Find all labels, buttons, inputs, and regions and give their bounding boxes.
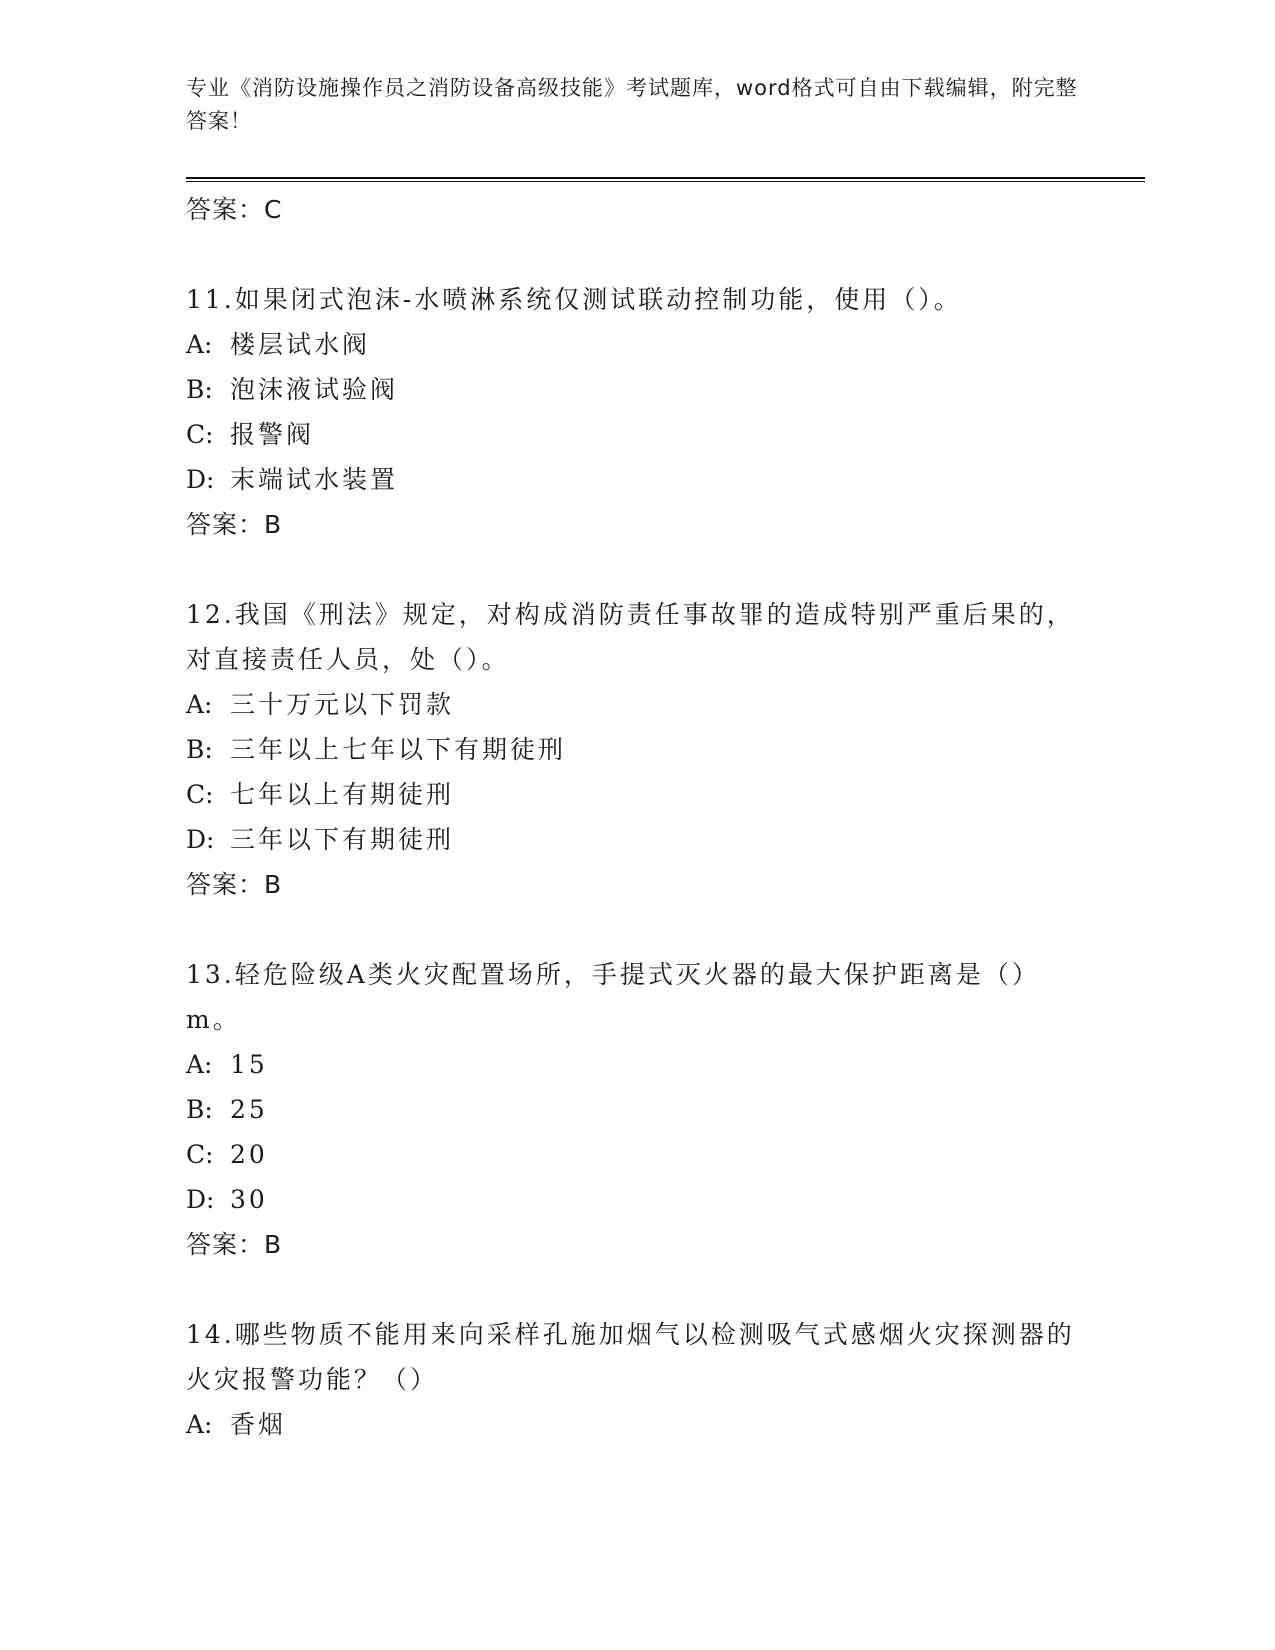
option-text: 香烟 (230, 1410, 287, 1439)
question-14 (186, 1312, 1086, 1447)
option-key: C: (186, 780, 214, 809)
option-a (186, 322, 1086, 367)
question-11 (186, 277, 1086, 592)
option-b (186, 367, 1086, 412)
option-d (186, 457, 1086, 502)
question-13 (186, 952, 1086, 1312)
option-text: 三年以上七年以下有期徒刑 (230, 735, 567, 764)
question-list (186, 187, 1086, 1447)
option-key: D: (186, 825, 215, 854)
option-key: C: (186, 420, 214, 449)
option-key: A: (186, 1410, 213, 1439)
header-divider (186, 177, 1145, 182)
option-d (186, 1177, 1086, 1222)
option-b (186, 727, 1086, 772)
option-key: B: (186, 735, 213, 764)
option-c (186, 412, 1086, 457)
option-text: 三十万元以下罚款 (230, 690, 455, 719)
option-text: 20 (230, 1140, 268, 1169)
option-b (186, 1087, 1086, 1132)
option-key: B: (186, 375, 213, 404)
option-a (186, 682, 1086, 727)
option-text: 15 (230, 1050, 268, 1079)
option-text: 末端试水装置 (230, 465, 399, 494)
answer-line: 答案：C (186, 195, 283, 224)
page-header (186, 72, 1086, 138)
question-stem: 11.如果闭式泡沫-水喷淋系统仅测试联动控制功能，使用（）。 (186, 285, 962, 314)
answer-line: 答案：B (186, 1230, 283, 1259)
option-key: B: (186, 1095, 213, 1124)
option-text: 25 (230, 1095, 268, 1124)
option-a (186, 1402, 1086, 1447)
option-c (186, 1132, 1086, 1177)
option-key: A: (186, 1050, 213, 1079)
option-text: 报警阀 (230, 420, 315, 449)
question-12 (186, 592, 1086, 952)
option-c (186, 772, 1086, 817)
answer-line: 答案：B (186, 870, 283, 899)
answer-line: 答案：B (186, 510, 283, 539)
option-key: C: (186, 1140, 214, 1169)
option-key: A: (186, 690, 213, 719)
option-a (186, 1042, 1086, 1087)
option-text: 三年以下有期徒刑 (230, 825, 455, 854)
option-text: 楼层试水阀 (230, 330, 371, 359)
option-key: D: (186, 465, 215, 494)
option-text: 泡沫液试验阀 (230, 375, 399, 404)
option-key: D: (186, 1185, 215, 1214)
option-text: 30 (230, 1185, 268, 1214)
question-stem: 14.哪些物质不能用来向采样孔施加烟气以检测吸气式感烟火灾探测器的火灾报警功能？（） (186, 1320, 1075, 1394)
header-title: 专业《消防设施操作员之消防设备高级技能》考试题库，word格式可自由下载编辑，附完整答案！ (186, 76, 1078, 133)
question-stem: 13.轻危险级A类火灾配置场所，手提式灭火器的最大保护距离是（）m。 (186, 960, 1040, 1034)
question-stem: 12.我国《刑法》规定，对构成消防责任事故罪的造成特别严重后果的，对直接责任人员，处（）。 (186, 600, 1075, 674)
option-d (186, 817, 1086, 862)
option-text: 七年以上有期徒刑 (230, 780, 455, 809)
option-key: A: (186, 330, 213, 359)
